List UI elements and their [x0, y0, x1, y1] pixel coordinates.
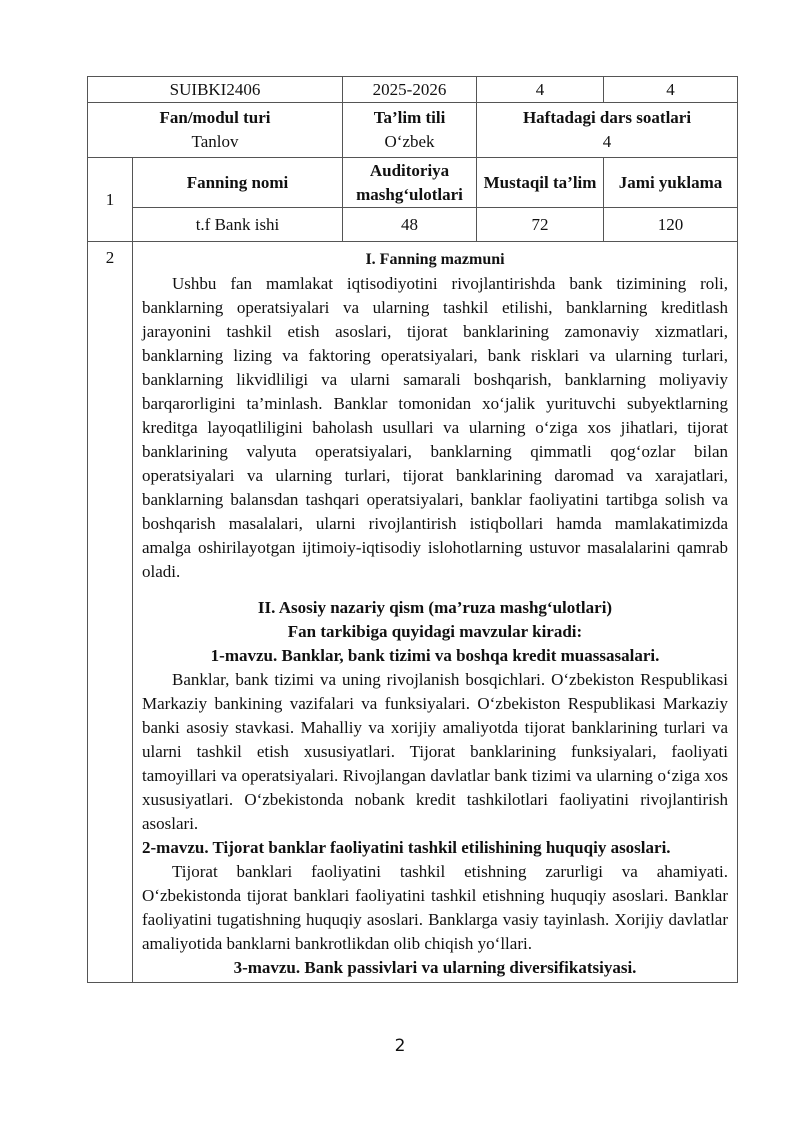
- independent-study-hours: 72: [477, 208, 604, 242]
- top-cell-3: 4: [477, 77, 604, 103]
- section-heading: I. Fanning mazmuni: [365, 251, 505, 268]
- course-content: [133, 242, 738, 983]
- language-label: Ta’lim tili: [373, 108, 446, 127]
- table-row: [88, 77, 738, 103]
- module-type-cell: [88, 103, 343, 158]
- table-row: [88, 208, 738, 242]
- language-value: O‘zbek: [384, 132, 435, 151]
- module-type-value: Tanlov: [191, 132, 239, 151]
- language-cell: [343, 103, 477, 158]
- paragraph: Ushbu fan mamlakat iqtisodiyotini rivojlantirishda bank tizimining roli, banklarning operatsiyalari va ularning tashkil etilishi, banklarning kreditlash jarayonini tashkil etish asoslari, tijorat banklarining zamonaviy xizmatlari, banklarning lizing va faktoring operatsiyalari, bank risklari va ularning turlari, banklarning likvidliligi va ularni samarali boshqarish, banklarning moliyaviy barqarorligini ta’minlash. Banklar tomonidan xo‘jalik yurituvchi subyektlarning kreditga layoqatliligini baholash usullari va ularning o‘ziga xos jihatlari, tijorat banklarining valyuta operatsiyalari, banklarning qimmatli qog‘ozlar bilan operatsiyalari va ularning turlari, tijorat banklarining daromad va xarajatlari, banklarning balansdan tashqari operatsiyalari, banklar faoliyatini tartibga solish va boshqarish masalalari, ularni rivojlantirish istiqbollari hamda mamlakatimizda amalga oshirilayotgan ijtimoiy-iqtisodiy islohotlarning ustuvor masalalarini qamrab oladi.: [142, 274, 729, 581]
- topic-title: 3-mavzu. Bank passivlari va ularning diversifikatsiyasi.: [233, 958, 637, 977]
- course-code: SUIBKI2406: [88, 77, 343, 103]
- weekly-hours-label: Haftadagi dars soatlari: [522, 108, 692, 127]
- syllabus-table: [87, 76, 737, 983]
- academic-year: 2025-2026: [343, 77, 477, 103]
- section-heading: II. Asosiy nazariy qism (ma’ruza mashg‘ulotlari): [257, 598, 613, 617]
- column-header: Jami yuklama: [604, 158, 738, 208]
- column-header: Mustaqil ta’lim: [477, 158, 604, 208]
- paragraph: Tijorat banklari faoliyatini tashkil etishning zarurligi va ahamiyati. O‘zbekistonda tijorat banklari faoliyatini tashkil etishning huquqiy asoslari. Banklar faoliyatini tugatishning huquqiy asoslari. Banklarga vasiy tayinlash. Xorijiy davlatlar amaliyotida banklarni bankrotlikdan olib chiqish yo‘llari.: [142, 862, 729, 953]
- paragraph: Banklar, bank tizimi va uning rivojlanish bosqichlari. O‘zbekiston Respublikasi Markaziy bankining vazifalari va funksiyalari. O‘zbekiston Respublikasi Markaziy banki asosiy stavkasi. Mahalliy va xorijiy amaliyotda tijorat banklarining turlari va ularni tashkil etish xususiyatlari. Tijorat banklarining funksiyalari, faoliyati tamoyillari va operatsiyalari. Rivojlangan davlatlar bank tizimi va ularning o‘ziga xos xususiyatlari. O‘zbekistonda nobank kredit tashkilotlari faoliyatini rivojlantirish asoslari.: [142, 670, 729, 833]
- column-header: Auditoriya mashg‘ulotlari: [343, 158, 477, 208]
- table-row: [88, 103, 738, 158]
- module-type-label: Fan/modul turi: [159, 108, 271, 127]
- section-number: 1: [88, 158, 133, 242]
- weekly-hours-cell: [477, 103, 738, 158]
- topic-title: 1-mavzu. Banklar, bank tizimi va boshqa kredit muassasalari.: [210, 646, 660, 665]
- page-number: 2: [394, 1036, 406, 1056]
- classroom-hours: 48: [343, 208, 477, 242]
- section-subheading: Fan tarkibiga quyidagi mavzular kiradi:: [287, 622, 583, 641]
- total-load: 120: [604, 208, 738, 242]
- topic-title: 2-mavzu. Tijorat banklar faoliyatini tashkil etilishining huquqiy asoslari.: [142, 838, 671, 857]
- course-name: t.f Bank ishi: [133, 208, 343, 242]
- table-row: [88, 242, 738, 983]
- section-number: 2: [88, 242, 133, 983]
- table-row: [88, 158, 738, 208]
- column-header: Fanning nomi: [133, 158, 343, 208]
- top-cell-4: 4: [604, 77, 738, 103]
- weekly-hours-value: 4: [602, 132, 612, 151]
